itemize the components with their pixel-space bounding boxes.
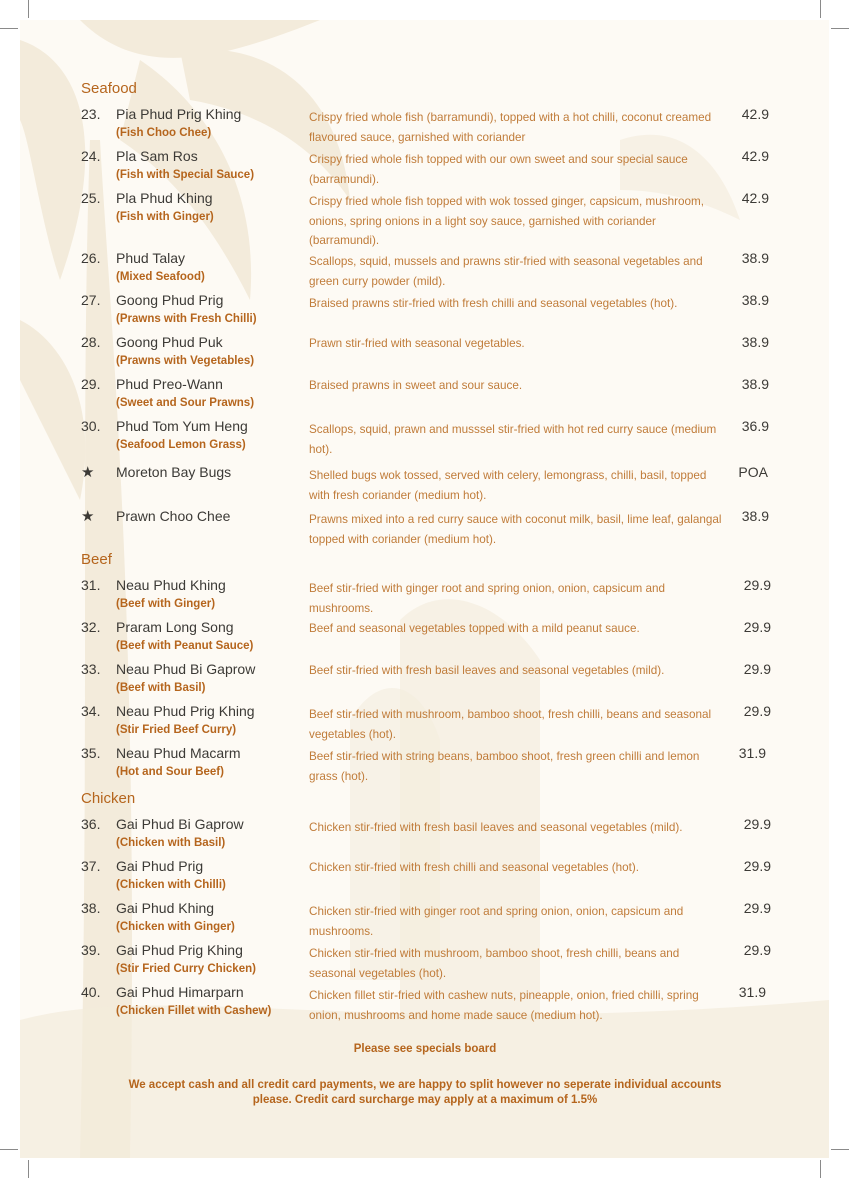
section-title-chicken: Chicken <box>81 790 136 807</box>
item-number: 37. <box>81 858 101 874</box>
item-description: Chicken stir-fried with fresh chilli and seasonal vegetables (hot). <box>309 861 640 874</box>
item-price: 38.9 <box>741 376 769 392</box>
item-name: Gai Phud Himarparn <box>116 984 244 1000</box>
item-name: Neau Phud Prig Khing <box>116 703 255 719</box>
item-number: 24. <box>81 148 101 164</box>
item-price: POA <box>738 464 768 480</box>
item-subtitle: (Chicken with Ginger) <box>116 921 235 933</box>
item-subtitle: (Beef with Ginger) <box>116 598 216 610</box>
item-subtitle: (Stir Fried Beef Curry) <box>116 724 237 736</box>
item-number: 25. <box>81 190 101 206</box>
item-price: 38.9 <box>741 508 769 524</box>
item-name: Gai Phud Khing <box>116 900 215 916</box>
item-subtitle: (Seafood Lemon Grass) <box>116 439 246 451</box>
item-name: Goong Phud Puk <box>116 334 223 350</box>
item-description: Beef stir-fried with string beans, bamboo shoot, fresh green chilli and lemon grass (hot). <box>309 750 700 783</box>
item-number: 40. <box>81 984 101 1000</box>
item-subtitle: (Chicken with Chilli) <box>116 879 226 891</box>
item-subtitle: (Stir Fried Curry Chicken) <box>116 963 256 975</box>
item-name: Neau Phud Macarm <box>116 745 241 761</box>
item-name: Neau Phud Bi Gaprow <box>116 661 256 677</box>
item-name: Gai Phud Prig <box>116 858 204 874</box>
item-number: 26. <box>81 250 101 266</box>
item-name: Phud Tom Yum Heng <box>116 418 248 434</box>
item-name: Moreton Bay Bugs <box>116 464 232 480</box>
item-description: Braised prawns stir-fried with fresh chilli and seasonal vegetables (hot). <box>309 297 678 310</box>
item-number: 30. <box>81 418 101 434</box>
item-price: 29.9 <box>743 577 771 593</box>
item-subtitle: (Hot and Sour Beef) <box>116 766 224 778</box>
item-description: Crispy fried whole fish (barramundi), topped with a hot chilli, coconut creamed flavoured sauce, garnished with coriander <box>309 111 712 144</box>
item-subtitle: (Beef with Peanut Sauce) <box>116 640 254 652</box>
item-name: Pla Phud Khing <box>116 190 213 206</box>
specials-note: Please see specials board <box>353 1043 497 1055</box>
item-name: Prawn Choo Chee <box>116 508 231 524</box>
item-number: 32. <box>81 619 101 635</box>
item-description: Chicken fillet stir-fried with cashew nuts, pineapple, onion, fried chilli, spring onion, mushrooms and home made sauce (medium hot). <box>309 989 699 1022</box>
payment-note: We accept cash and all credit card payments, we are happy to split however no seperate individual accounts please. Credit card surcharge may apply at a maximum of 1.5% <box>128 1079 722 1106</box>
item-subtitle: (Fish with Special Sauce) <box>116 169 255 181</box>
item-subtitle: (Chicken with Basil) <box>116 837 226 849</box>
item-description: Crispy fried whole fish topped with wok tossed ginger, capsicum, mushroom, onions, spring onions in a light soy sauce, garnished with coriander (barramundi). <box>309 195 704 247</box>
item-description: Scallops, squid, prawn and musssel stir-fried with hot red curry sauce (medium hot). <box>309 423 717 456</box>
item-price: 29.9 <box>743 816 771 832</box>
item-price: 31.9 <box>738 745 766 761</box>
item-subtitle: (Chicken Fillet with Cashew) <box>116 1005 272 1017</box>
item-description: Chicken stir-fried with fresh basil leaves and seasonal vegetables (mild). <box>309 821 683 834</box>
item-description: Beef and seasonal vegetables topped with a mild peanut sauce. <box>309 622 640 635</box>
section-title-seafood: Seafood <box>81 80 137 97</box>
item-number: 31. <box>81 577 101 593</box>
item-number: 28. <box>81 334 101 350</box>
item-name: Phud Talay <box>116 250 186 266</box>
item-subtitle: (Sweet and Sour Prawns) <box>116 397 255 409</box>
item-description: Chicken stir-fried with ginger root and spring onion, onion, capsicum and mushrooms. <box>309 905 684 938</box>
item-price: 31.9 <box>738 984 766 1000</box>
item-price: 38.9 <box>741 250 769 266</box>
item-description: Beef stir-fried with ginger root and spring onion, onion, capsicum and mushrooms. <box>309 582 666 615</box>
item-subtitle: (Beef with Basil) <box>116 682 206 694</box>
item-description: Chicken stir-fried with mushroom, bamboo shoot, fresh chilli, beans and seasonal vegetables (hot). <box>309 947 680 980</box>
item-name: Goong Phud Prig <box>116 292 224 308</box>
item-price: 29.9 <box>743 900 771 916</box>
item-subtitle: (Fish with Ginger) <box>116 211 214 223</box>
item-number: 34. <box>81 703 101 719</box>
item-name: Pia Phud Prig Khing <box>116 106 242 122</box>
item-name: Phud Preo-Wann <box>116 376 223 392</box>
item-price: 42.9 <box>741 106 769 122</box>
item-price: 29.9 <box>743 661 771 677</box>
item-price: 29.9 <box>743 703 771 719</box>
item-subtitle: (Prawns with Fresh Chilli) <box>116 313 257 325</box>
item-name: Gai Phud Bi Gaprow <box>116 816 244 832</box>
item-price: 36.9 <box>741 418 769 434</box>
item-description: Scallops, squid, mussels and prawns stir-fried with seasonal vegetables and green curry powder (mild). <box>309 255 703 288</box>
item-number: 36. <box>81 816 101 832</box>
item-price: 29.9 <box>743 942 771 958</box>
item-name: Neau Phud Khing <box>116 577 226 593</box>
item-description: Beef stir-fried with fresh basil leaves and seasonal vegetables (mild). <box>309 664 665 677</box>
item-number: 29. <box>81 376 101 392</box>
item-price: 29.9 <box>743 619 771 635</box>
item-price: 38.9 <box>741 334 769 350</box>
item-number: 27. <box>81 292 101 308</box>
item-number: 39. <box>81 942 101 958</box>
item-price: 42.9 <box>741 190 769 206</box>
item-description: Prawn stir-fried with seasonal vegetables. <box>309 337 525 350</box>
item-name: Pla Sam Ros <box>116 148 198 164</box>
item-description: Braised prawns in sweet and sour sauce. <box>309 379 523 392</box>
item-subtitle: (Mixed Seafood) <box>116 271 205 283</box>
item-price: 42.9 <box>741 148 769 164</box>
item-description: Beef stir-fried with mushroom, bamboo shoot, fresh chilli, beans and seasonal vegetables (hot). <box>309 708 712 741</box>
item-price: 38.9 <box>741 292 769 308</box>
item-name: Gai Phud Prig Khing <box>116 942 243 958</box>
item-name: Praram Long Song <box>116 619 234 635</box>
item-number: 33. <box>81 661 101 677</box>
section-title-beef: Beef <box>81 551 112 568</box>
item-number: 23. <box>81 106 101 122</box>
item-number: 35. <box>81 745 101 761</box>
item-description: Shelled bugs wok tossed, served with celery, lemongrass, chilli, basil, topped with fresh coriander (medium hot). <box>309 469 707 502</box>
star-icon: ★ <box>81 508 95 525</box>
item-price: 29.9 <box>743 858 771 874</box>
item-description: Crispy fried whole fish topped with our own sweet and sour special sauce (barramundi). <box>309 153 688 186</box>
item-subtitle: (Prawns with Vegetables) <box>116 355 255 367</box>
item-subtitle: (Fish Choo Chee) <box>116 127 212 139</box>
item-description: Prawns mixed into a red curry sauce with coconut milk, basil, lime leaf, galangal topped with coriander (medium hot). <box>309 513 722 546</box>
item-number: 38. <box>81 900 101 916</box>
star-icon: ★ <box>81 464 95 481</box>
